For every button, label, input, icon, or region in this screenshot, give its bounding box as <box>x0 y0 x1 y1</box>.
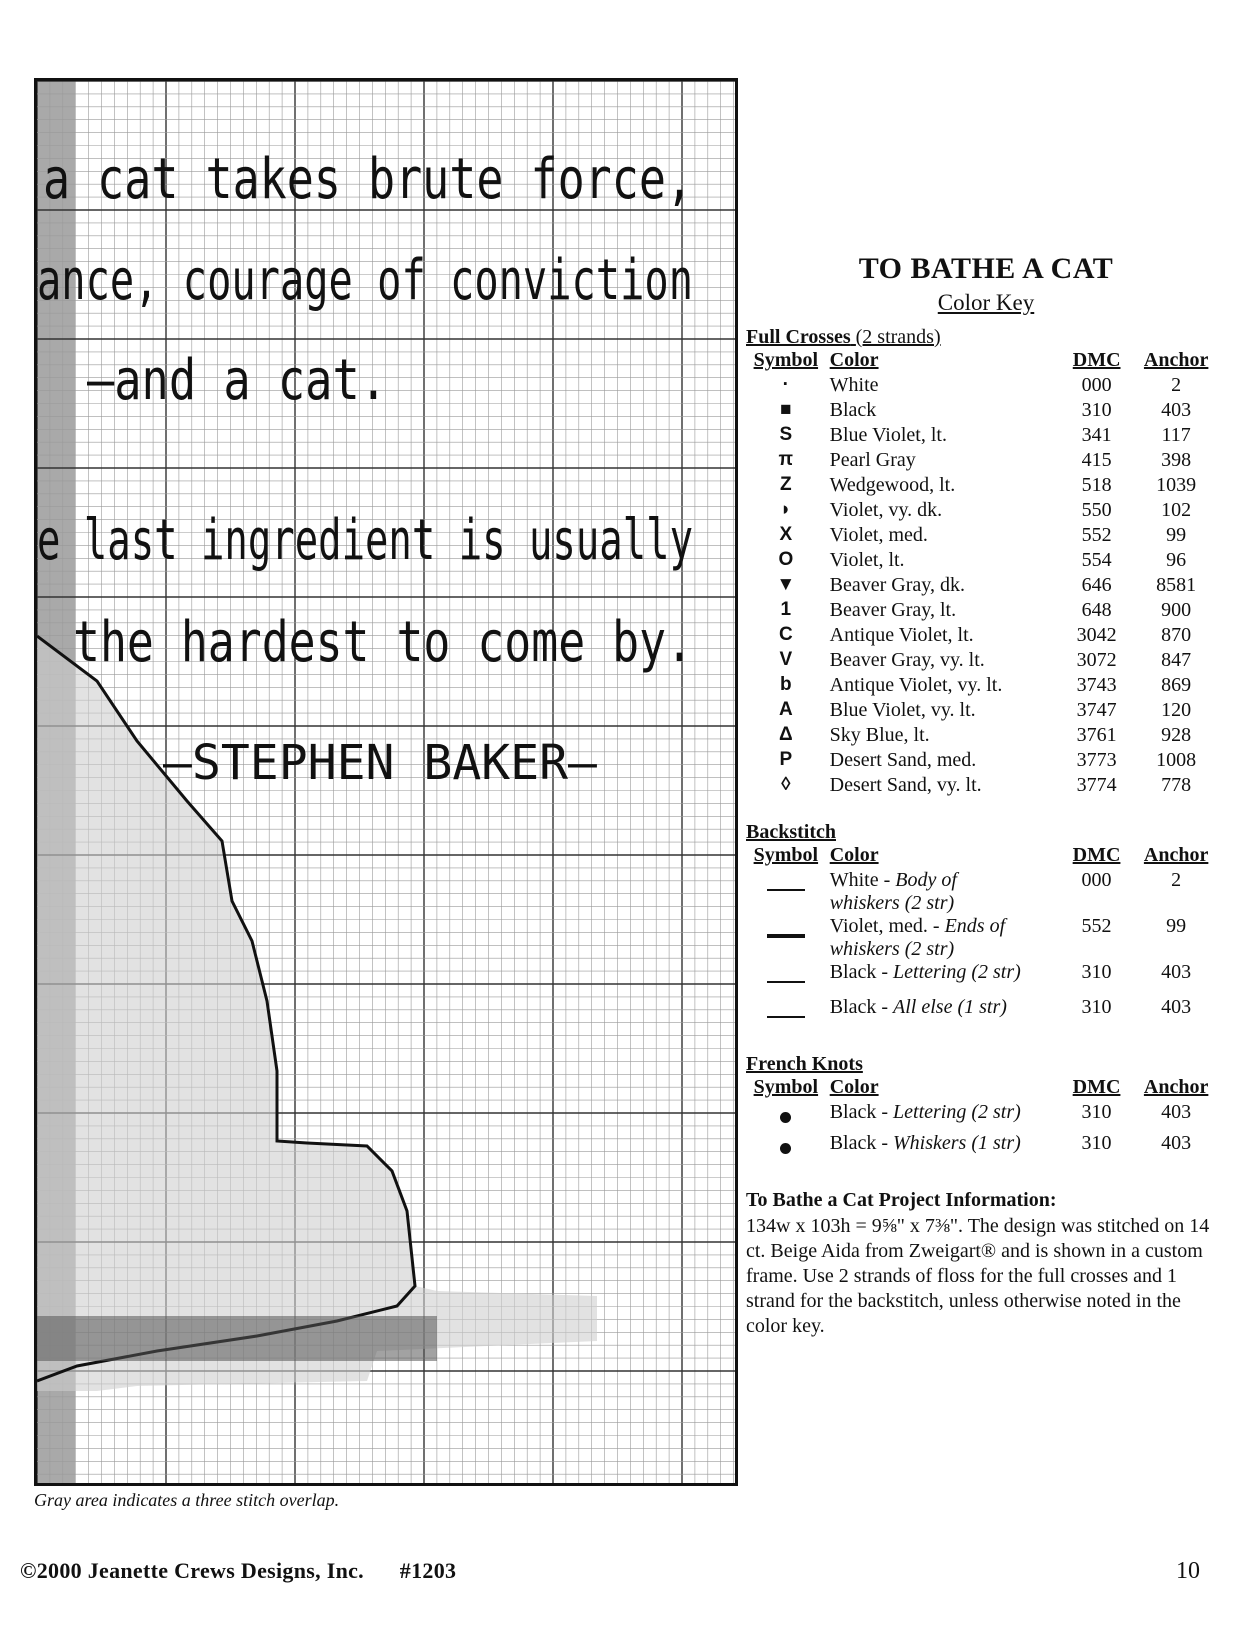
anchor-cell: 120 <box>1161 699 1192 721</box>
color-cell: Antique Violet, vy. lt. <box>829 674 1003 696</box>
anchor-cell: 403 <box>1161 1132 1192 1154</box>
chart-line-6: —STEPHEN BAKER— <box>163 735 598 791</box>
footer-copyright <box>20 1558 456 1584</box>
color-cell: Desert Sand, vy. lt. <box>829 774 982 796</box>
french-knots-heading: French Knots <box>746 1053 863 1075</box>
symbol-cell: Δ <box>779 724 793 745</box>
french-knot-row <box>746 1101 1216 1132</box>
dmc-cell: 000 <box>1081 869 1112 891</box>
color-cell: Blue Violet, lt. <box>829 424 947 446</box>
french-knot-row <box>746 1132 1216 1163</box>
color-name: White - <box>829 869 896 891</box>
stitch-chart <box>34 78 738 1486</box>
symbol-cell: π <box>778 449 794 470</box>
french-knots-table <box>746 1076 1216 1163</box>
color-name: Black - <box>829 1101 894 1123</box>
color-cell <box>826 1132 1057 1163</box>
color-cell: Wedgewood, lt. <box>829 474 956 496</box>
color-cell: Beaver Gray, dk. <box>829 574 965 596</box>
color-cell: Pearl Gray <box>829 449 916 471</box>
dmc-cell: 341 <box>1081 424 1112 446</box>
symbol-cell: Z <box>780 474 792 495</box>
fk-header-symbol: Symbol <box>753 1076 819 1098</box>
knot-symbol-cell <box>746 1132 826 1163</box>
color-detail: Lettering (2 str) <box>893 961 1021 983</box>
anchor-cell: 398 <box>1161 449 1192 471</box>
color-detail: Lettering (2 str) <box>893 1101 1021 1123</box>
anchor-cell: 1008 <box>1156 749 1197 771</box>
header-anchor: Anchor <box>1143 349 1209 371</box>
backstitch-line-icon <box>767 1016 805 1018</box>
key-row <box>746 549 1216 574</box>
symbol-cell: V <box>779 649 793 670</box>
chart-line-2: ance, courage of conviction <box>37 248 693 313</box>
anchor-cell: 403 <box>1161 1101 1192 1123</box>
color-cell: Sky Blue, lt. <box>829 724 930 746</box>
key-row <box>746 424 1216 449</box>
backstitch-line-icon <box>767 889 805 891</box>
key-row <box>746 474 1216 499</box>
anchor-cell: 847 <box>1161 649 1192 671</box>
anchor-cell: 900 <box>1161 599 1192 621</box>
full-crosses-note: (2 strands) <box>855 326 941 348</box>
color-detail-cont: whiskers (2 str) <box>829 892 955 914</box>
symbol-cell: 1 <box>780 599 792 620</box>
symbol-cell: C <box>778 624 793 645</box>
full-crosses-heading <box>746 326 1216 349</box>
color-cell: Blue Violet, vy. lt. <box>829 699 976 721</box>
dmc-cell: 3761 <box>1076 724 1117 746</box>
project-info-title: To Bathe a Cat Project Information: <box>746 1189 1057 1211</box>
anchor-cell: 403 <box>1161 399 1192 421</box>
color-name: Violet, med. - <box>829 915 945 937</box>
dmc-cell: 3747 <box>1076 699 1117 721</box>
symbol-cell: A <box>778 699 793 720</box>
color-cell: Beaver Gray, lt. <box>829 599 957 621</box>
fk-header-color: Color <box>829 1076 879 1098</box>
symbol-cell: P <box>779 749 793 770</box>
anchor-cell: 8581 <box>1156 574 1197 596</box>
anchor-cell: 99 <box>1166 915 1187 937</box>
color-cell: White <box>829 374 879 396</box>
dmc-cell: 550 <box>1081 499 1112 521</box>
color-cell: Violet, lt. <box>829 549 905 571</box>
key-row <box>746 674 1216 699</box>
symbol-cell: X <box>779 524 793 545</box>
page-number: 10 <box>1176 1558 1200 1584</box>
design-number: #1203 <box>399 1558 457 1583</box>
symbol-cell: S <box>779 424 793 445</box>
french-knot-icon <box>780 1112 791 1123</box>
dmc-cell: 310 <box>1081 996 1112 1018</box>
color-cell <box>826 961 1057 996</box>
dmc-cell: 3774 <box>1076 774 1117 796</box>
key-row <box>746 524 1216 549</box>
backstitch-row <box>746 869 1216 915</box>
bs-header-color: Color <box>829 844 879 866</box>
color-detail: Ends of <box>944 915 1006 937</box>
anchor-cell: 117 <box>1161 424 1191 446</box>
dmc-cell: 310 <box>1081 961 1112 983</box>
anchor-cell: 96 <box>1166 549 1187 571</box>
chart-canvas <box>37 81 735 1483</box>
symbol-cell: ◊ <box>781 774 791 795</box>
color-cell: Desert Sand, med. <box>829 749 977 771</box>
key-row <box>746 699 1216 724</box>
anchor-cell: 102 <box>1161 499 1192 521</box>
dmc-cell: 310 <box>1081 399 1112 421</box>
anchor-cell: 928 <box>1161 724 1192 746</box>
line-symbol-cell <box>746 915 826 961</box>
color-cell: Violet, med. <box>829 524 928 546</box>
color-detail: All else (1 str) <box>893 996 1007 1018</box>
color-cell: Antique Violet, lt. <box>829 624 974 646</box>
fk-header-dmc: DMC <box>1072 1076 1121 1098</box>
color-name: Black - <box>829 1132 894 1154</box>
symbol-cell: · <box>782 374 789 395</box>
key-title: TO BATHE A CAT <box>858 252 1114 285</box>
symbol-cell: ◗ <box>780 499 792 520</box>
dmc-cell: 310 <box>1081 1101 1112 1123</box>
dmc-cell: 3743 <box>1076 674 1117 696</box>
dmc-cell: 3042 <box>1076 624 1117 646</box>
key-row <box>746 649 1216 674</box>
french-knot-icon <box>780 1143 791 1154</box>
header-color: Color <box>829 349 879 371</box>
backstitch-line-icon <box>767 981 805 983</box>
header-dmc: DMC <box>1072 349 1121 371</box>
bs-header-anchor: Anchor <box>1143 844 1209 866</box>
anchor-cell: 2 <box>1171 869 1182 891</box>
chart-lettering <box>37 147 693 791</box>
key-row <box>746 499 1216 524</box>
key-row <box>746 449 1216 474</box>
knot-symbol-cell <box>746 1101 826 1132</box>
key-row <box>746 599 1216 624</box>
symbol-cell: O <box>778 549 794 570</box>
key-subtitle: Color Key <box>937 290 1035 315</box>
dmc-cell: 554 <box>1081 549 1112 571</box>
color-name: Black - <box>829 961 894 983</box>
anchor-cell: 2 <box>1171 374 1182 396</box>
bs-header-symbol: Symbol <box>753 844 819 866</box>
backstitch-line-icon <box>767 934 805 938</box>
dmc-cell: 648 <box>1081 599 1112 621</box>
anchor-cell: 99 <box>1166 524 1187 546</box>
full-crosses-title: Full Crosses <box>746 326 851 348</box>
anchor-cell: 869 <box>1161 674 1192 696</box>
backstitch-table <box>746 844 1216 1031</box>
symbol-cell: ▼ <box>776 574 796 595</box>
line-symbol-cell <box>746 996 826 1031</box>
key-row <box>746 624 1216 649</box>
chart-line-3: —and a cat. <box>87 348 387 413</box>
anchor-cell: 403 <box>1161 961 1192 983</box>
dmc-cell: 518 <box>1081 474 1112 496</box>
color-cell <box>826 869 1057 915</box>
color-detail: Body of <box>895 869 957 891</box>
backstitch-row <box>746 961 1216 996</box>
color-cell <box>826 915 1057 961</box>
color-cell: Violet, vy. dk. <box>829 499 943 521</box>
color-cell <box>826 1101 1057 1132</box>
chart-line-4: e last ingredient is usually <box>37 508 693 573</box>
chart-line-1: a cat takes brute force, <box>43 147 693 212</box>
key-row <box>746 749 1216 774</box>
dmc-cell: 310 <box>1081 1132 1112 1154</box>
symbol-cell: b <box>780 674 792 695</box>
copyright-text: ©2000 Jeanette Crews Designs, Inc. <box>20 1558 364 1583</box>
color-name: Black - <box>829 996 894 1018</box>
line-symbol-cell <box>746 869 826 915</box>
backstitch-row <box>746 996 1216 1031</box>
full-crosses-table <box>746 349 1216 799</box>
dmc-cell: 3072 <box>1076 649 1117 671</box>
backstitch-heading: Backstitch <box>746 821 836 843</box>
chart-line-5: the hardest to come by. <box>73 610 693 675</box>
key-row <box>746 574 1216 599</box>
anchor-cell: 403 <box>1161 996 1192 1018</box>
fk-header-anchor: Anchor <box>1143 1076 1209 1098</box>
dmc-cell: 415 <box>1081 449 1112 471</box>
key-row <box>746 774 1216 799</box>
dmc-cell: 552 <box>1081 915 1112 937</box>
bs-header-dmc: DMC <box>1072 844 1121 866</box>
line-symbol-cell <box>746 961 826 996</box>
color-cell <box>826 996 1057 1031</box>
anchor-cell: 870 <box>1161 624 1192 646</box>
backstitch-row <box>746 915 1216 961</box>
project-info-text: 134w x 103h = 9⅝" x 7⅜". The design was stitched on 14 ct. Beige Aida from Zweigart® and is shown in a custom frame. Use 2 strands of floss for the full crosses and 1 strand for the backstitch, unless otherwise noted in the color key. <box>746 1215 1210 1337</box>
chart-caption: Gray area indicates a three stitch overlap. <box>34 1490 340 1510</box>
header-symbol: Symbol <box>753 349 819 371</box>
color-detail: Whiskers (1 str) <box>893 1132 1021 1154</box>
key-row <box>746 724 1216 749</box>
symbol-cell: ■ <box>780 399 792 420</box>
anchor-cell: 1039 <box>1156 474 1197 496</box>
key-row <box>746 374 1216 399</box>
dmc-cell: 552 <box>1081 524 1112 546</box>
key-row <box>746 399 1216 424</box>
dmc-cell: 3773 <box>1076 749 1117 771</box>
anchor-cell: 778 <box>1161 774 1192 796</box>
color-cell: Beaver Gray, vy. lt. <box>829 649 985 671</box>
color-key <box>746 252 1216 1339</box>
dmc-cell: 646 <box>1081 574 1112 596</box>
dmc-cell: 000 <box>1081 374 1112 396</box>
color-detail-cont: whiskers (2 str) <box>829 938 955 960</box>
color-cell: Black <box>829 399 877 421</box>
